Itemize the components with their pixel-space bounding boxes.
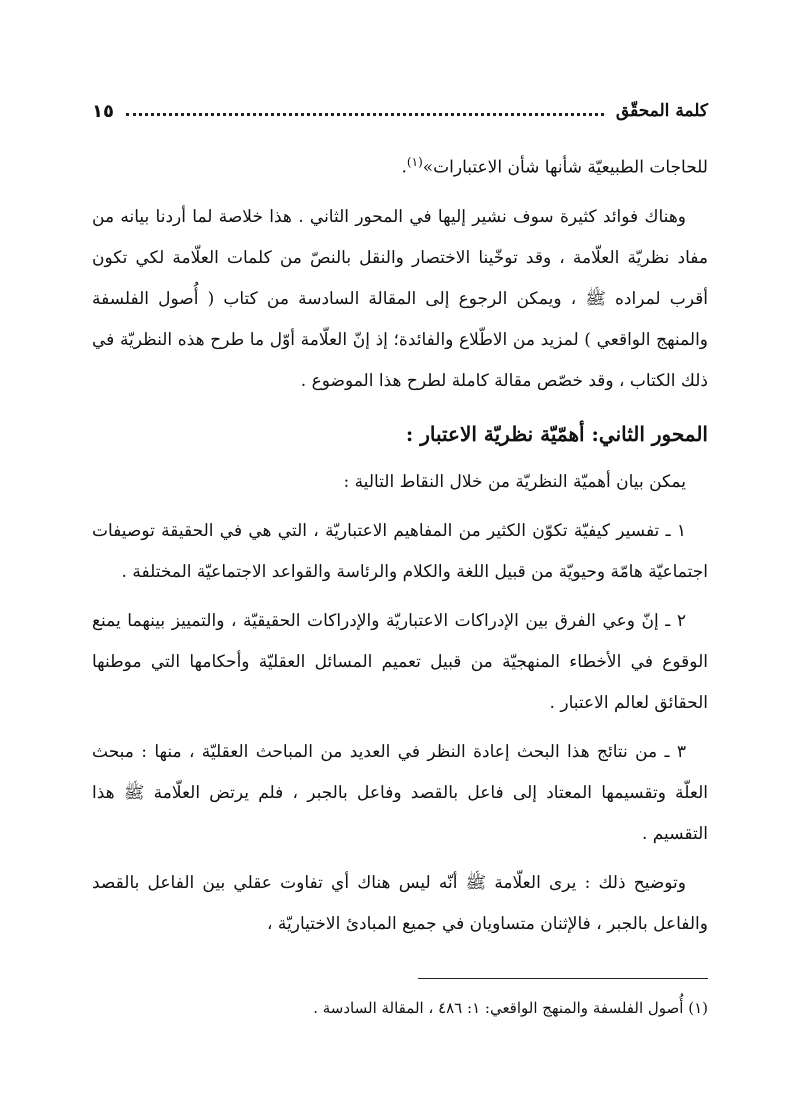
book-page bbox=[92, 0, 708, 1114]
body-text bbox=[92, 142, 708, 945]
header-dot-leader bbox=[126, 113, 604, 116]
spacer bbox=[92, 189, 708, 197]
footnote-separator bbox=[418, 978, 708, 979]
point-3: ٣ ـ من نتائج هذا البحث إعادة النظر في العديد من المباحث العقليّة ، منها : مبحث العلّة وتقسيمها المعتاد إلى فاعل بالقصد وفاعل بالجبر ، فلم يرتض العلّامة ﷺ هذا التقسيم . bbox=[92, 741, 708, 844]
continuation-end: . bbox=[401, 157, 407, 178]
section-heading: المحور الثاني: أهمّيّة نظريّة الاعتبار : bbox=[405, 421, 708, 446]
running-header bbox=[92, 96, 708, 126]
continuation-text: للحاجات الطبيعيّة شأنها شأن الاعتبارات» bbox=[422, 157, 708, 178]
page-number: ١٥ bbox=[92, 100, 114, 122]
paragraph-intro: يمكن بيان أهميّة النظريّة من خلال النقاط التالية : bbox=[343, 471, 686, 492]
spacer bbox=[92, 593, 708, 601]
spacer bbox=[92, 724, 708, 732]
paragraph-explanation: وتوضيح ذلك : يرى العلّامة ﷺ أنّه ليس هناك أي تفاوت عقلي بين الفاعل بالقصد والفاعل بالجبر ، فالإثنان متساويان في جميع المبادئ الاختياريّة ، bbox=[92, 872, 708, 934]
footnote-reference: (١) bbox=[406, 155, 423, 169]
paragraph-summary: وهناك فوائد كثيرة سوف نشير إليها في المحور الثاني . هذا خلاصة لما أردنا بيانه من مفاد نظريّة العلّامة ، وقد توخّينا الاختصار والنقل بالنصّ من كلمات العلّامة لكي تكون أقرب لمراده ﷺ ، ويمكن الرجوع إلى المقالة السادسة من كتاب ( أُصول الفلسفة والمنهج الواقعي ) لمزيد من الاطّلاع والفائدة؛ إذ إنّ العلّامة أوّل ما طرح هذه النظريّة في ذلك الكتاب ، وقد خصّص مقالة كاملة لطرح هذا الموضوع . bbox=[92, 206, 708, 391]
spacer bbox=[92, 503, 708, 511]
spacer bbox=[92, 855, 708, 863]
footnote: (١) أُصول الفلسفة والمنهج الواقعي: ١: ٤٨٦ ، المقالة السادسة . bbox=[313, 999, 708, 1017]
point-2: ٢ ـ إنّ وعي الفرق بين الإدراكات الاعتباريّة والإدراكات الحقيقيّة ، والتمييز بينهما يمنع الوقوع في الأخطاء المنهجيّة من قبيل تعميم المسائل العقليّة وأحكامها التي موطنها الحقائق لعالم الاعتبار . bbox=[92, 610, 708, 713]
header-title: كلمة المحقّق bbox=[615, 101, 708, 121]
paragraph-continuation bbox=[92, 142, 708, 189]
point-1: ١ ـ تفسير كيفيّة تكوّن الكثير من المفاهيم الاعتباريّة ، التي هي في الحقيقة توصيفات اجتماعيّة هامّة وحيويّة من قبيل اللغة والكلام والرئاسة والقواعد الاجتماعيّة المختلفة . bbox=[92, 520, 708, 582]
